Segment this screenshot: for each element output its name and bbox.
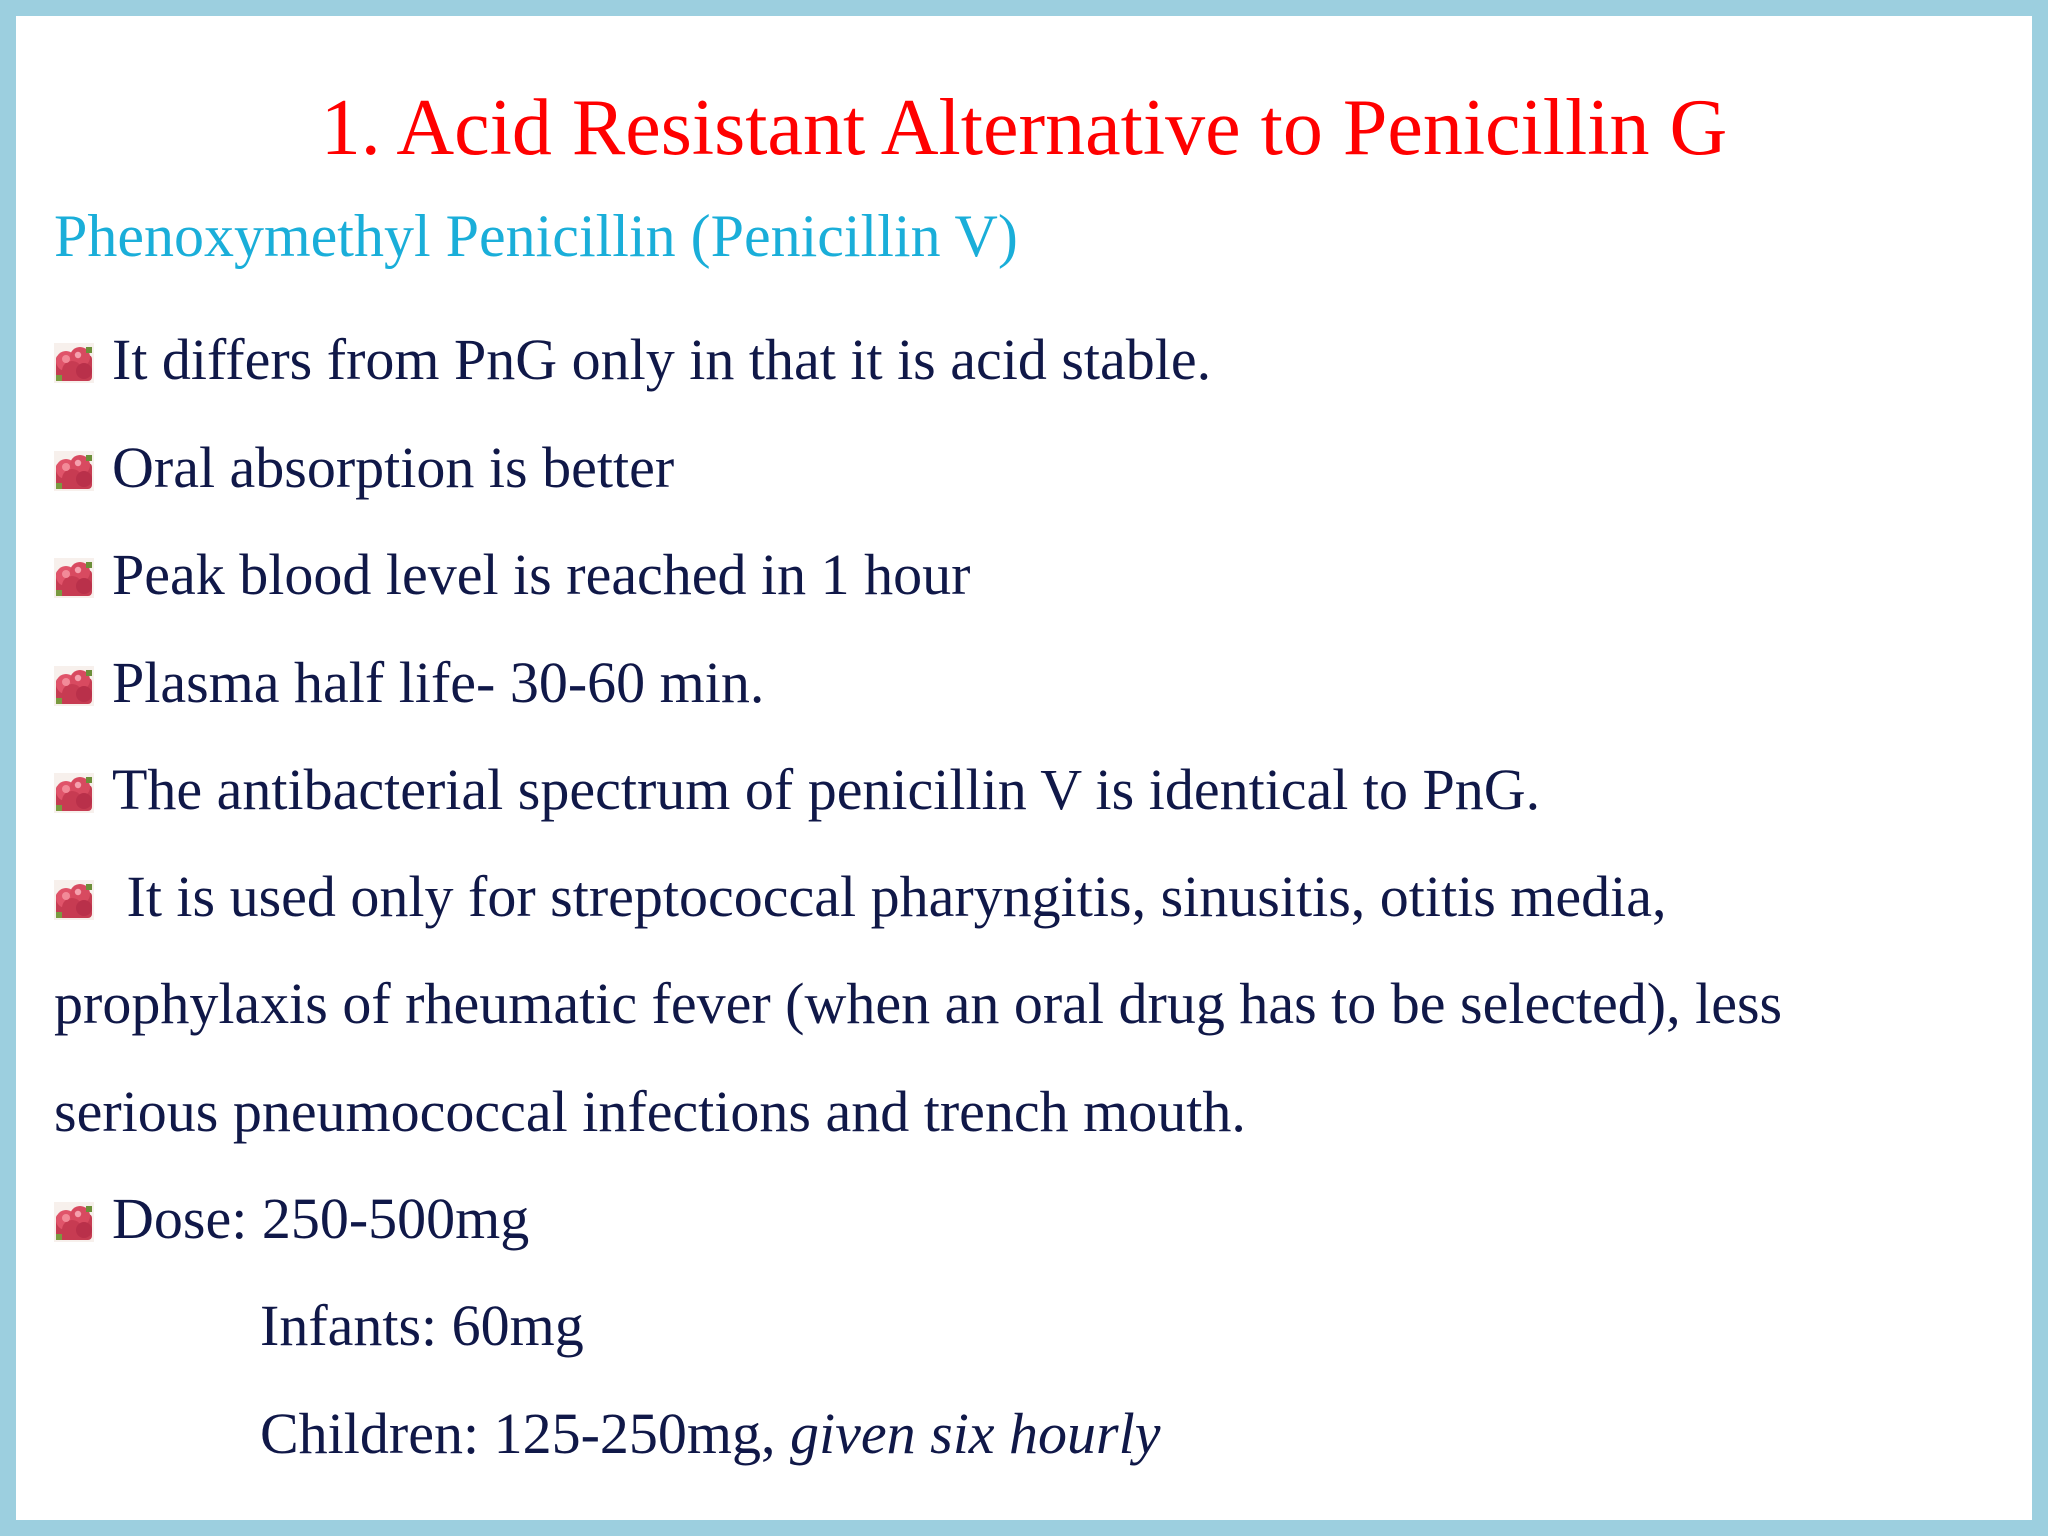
bullet-text: It differs from PnG only in that it is acid stable. bbox=[112, 327, 1212, 392]
bullet-text: Plasma half life- 30-60 min. bbox=[112, 650, 765, 715]
flower-bullet-icon bbox=[54, 343, 94, 383]
flower-bullet-icon bbox=[54, 666, 94, 706]
flower-bullet-icon bbox=[54, 880, 94, 920]
bullet-text: Oral absorption is better bbox=[112, 435, 675, 500]
dose-infants: Infants: 60mg bbox=[260, 1293, 584, 1358]
bullet-item bbox=[54, 755, 1540, 825]
slide-subtitle: Phenoxymethyl Penicillin (Penicillin V) bbox=[54, 203, 1018, 269]
dose-item bbox=[54, 1184, 529, 1254]
flower-bullet-icon bbox=[54, 773, 94, 813]
bullet-item bbox=[54, 862, 1667, 932]
dose-children bbox=[260, 1399, 1160, 1469]
bullet-item bbox=[54, 325, 1211, 395]
flower-bullet-icon bbox=[54, 558, 94, 598]
slide bbox=[16, 16, 2032, 1520]
slide-title: 1. Acid Resistant Alternative to Penicillin G bbox=[320, 84, 1728, 172]
dose-children-note: given six hourly bbox=[790, 1401, 1161, 1466]
dose-children-label: Children: 125-250mg, bbox=[260, 1401, 776, 1466]
bullet-item bbox=[54, 648, 764, 718]
dose-label: Dose: 250-500mg bbox=[112, 1186, 530, 1251]
bullet-item bbox=[54, 540, 970, 610]
bullet-item bbox=[54, 433, 674, 503]
bullet-text: The antibacterial spectrum of penicillin V is identical to PnG. bbox=[112, 757, 1541, 822]
bullet-text: Peak blood level is reached in 1 hour bbox=[112, 542, 971, 607]
flower-bullet-icon bbox=[54, 451, 94, 491]
continuation-line: serious pneumococcal infections and trench mouth. bbox=[54, 1079, 1246, 1144]
bullet-text: It is used only for streptococcal pharyngitis, sinusitis, otitis media, bbox=[112, 864, 1667, 929]
continuation-line: prophylaxis of rheumatic fever (when an oral drug has to be selected), less bbox=[54, 971, 1783, 1036]
flower-bullet-icon bbox=[54, 1202, 94, 1242]
